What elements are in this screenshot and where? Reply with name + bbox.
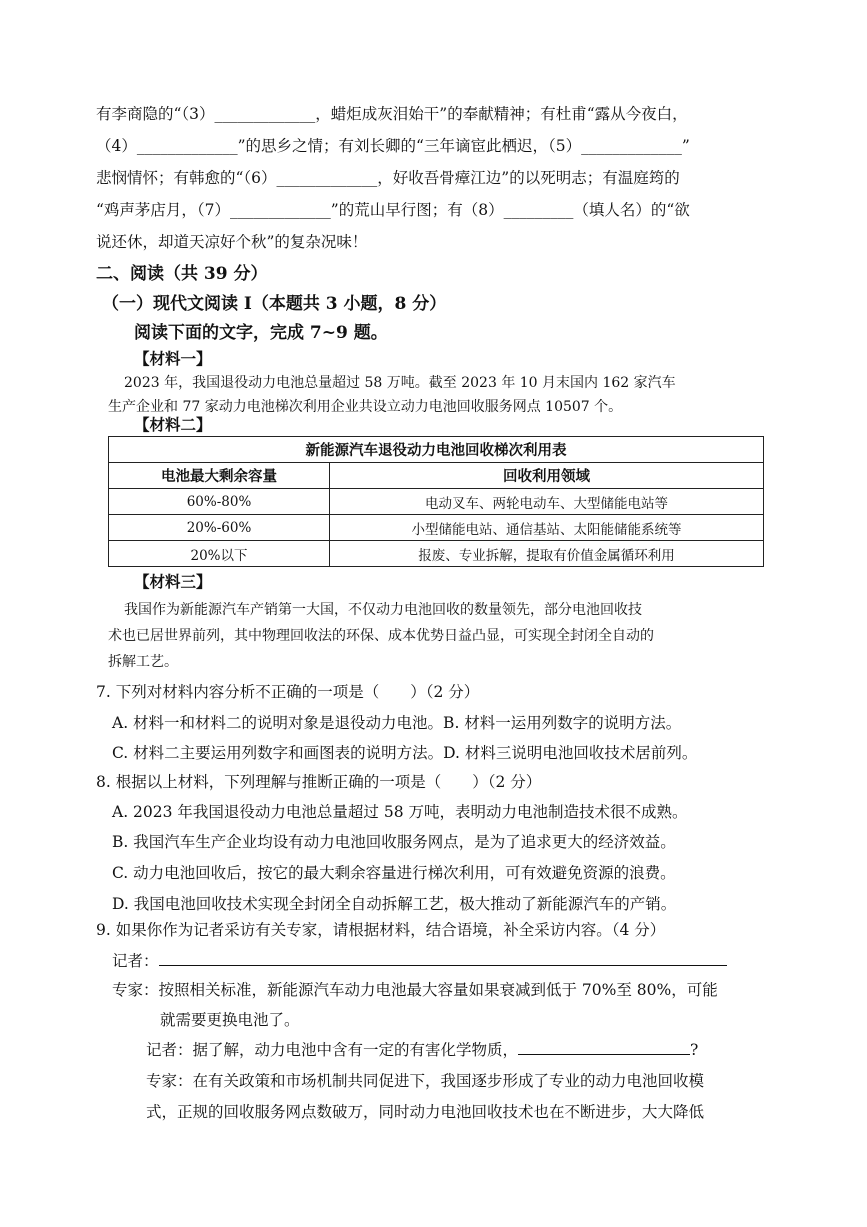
material-3-line-2: 术也已居世界前列，其中物理回收法的环保、成本优势日益凸显，可实现全封闭全自动的 — [108, 628, 654, 644]
reporter-label: 记者： — [112, 952, 159, 970]
table-cell-capacity: 20%-60% — [109, 515, 330, 541]
interview-reporter-1 — [112, 951, 727, 971]
subsection-title: （一）现代文阅读 I（本题共 3 小题，8 分） — [102, 294, 447, 314]
table-cell-usage: 报废、专业拆解，提取有价值金属循环利用 — [330, 541, 764, 567]
question-8-option-a: A. 2023 年我国退役动力电池总量超过 58 万吨，表明动力电池制造技术很不成熟。 — [112, 803, 688, 821]
interview-expert-1-line-2: 就需要更换电池了。 — [160, 1011, 300, 1029]
answer-blank-1[interactable] — [159, 951, 727, 966]
material-3-line-3: 拆解工艺。 — [108, 654, 178, 670]
poem-fill-line-1: 有李商隐的“（3）_____________，蜡炬成灰泪始干”的奉献精神；有杜甫“露从今夜白， — [96, 105, 688, 123]
material-1-line-2: 生产企业和 77 家动力电池梯次利用企业共设立动力电池回收服务网点 10507 个。 — [108, 399, 623, 415]
table-row — [109, 515, 764, 541]
question-8-option-b: B. 我国汽车生产企业均设有动力电池回收服务网点，是为了追求更大的经济效益。 — [112, 833, 676, 851]
question-7-options-ab: A. 材料一和材料二的说明对象是退役动力电池。B. 材料一运用列数字的说明方法。 — [112, 714, 682, 732]
question-7-options-cd: C. 材料二主要运用列数字和画图表的说明方法。D. 材料三说明电池回收技术居前列。 — [112, 744, 698, 762]
question-8-option-c: C. 动力电池回收后，按它的最大剩余容量进行梯次利用，可有效避免资源的浪费。 — [112, 864, 676, 882]
material-2-label: 【材料二】 — [134, 415, 212, 434]
interview-expert-2-line-1: 专家：在有关政策和市场机制共同促进下，我国逐步形成了专业的动力电池回收模 — [146, 1072, 705, 1090]
table-cell-usage: 电动叉车、两轮电动车、大型储能电站等 — [330, 489, 764, 515]
question-8-stem: 8. 根据以上材料，下列理解与推断正确的一项是（ ）（2 分） — [96, 773, 542, 791]
material-3-line-1: 我国作为新能源汽车产销第一大国，不仅动力电池回收的数量领先，部分电池回收技 — [124, 602, 642, 618]
table-header-usage: 回收利用领域 — [330, 463, 764, 489]
table-cell-usage: 小型储能电站、通信基站、太阳能储能系统等 — [330, 515, 764, 541]
interview-reporter-2 — [146, 1040, 698, 1060]
question-7-stem: 7. 下列对材料内容分析不正确的一项是（ ）（2 分） — [96, 683, 480, 701]
poem-fill-line-5: 说还休，却道天凉好个秋”的复杂况味！ — [96, 233, 368, 251]
interview-expert-2-line-2: 式，正规的回收服务网点数破万，同时动力电池回收技术也在不断进步，大大降低 — [146, 1103, 705, 1121]
answer-blank-2[interactable] — [518, 1040, 690, 1055]
interview-expert-1-line-1: 专家：按照相关标准，新能源汽车动力电池最大容量如果衰减到低于 70%至 80%，可能 — [112, 981, 718, 999]
material-1-line-1: 2023 年，我国退役动力电池总量超过 58 万吨。截至 2023 年 10 月末国内 162 家汽车 — [124, 375, 676, 391]
reading-instruction: 阅读下面的文字，完成 7~9 题。 — [134, 323, 388, 343]
question-9-stem: 9. 如果你作为记者采访有关专家，请根据材料，结合语境，补全采访内容。（4 分） — [96, 921, 666, 939]
material-3-label: 【材料三】 — [134, 572, 212, 591]
table-cell-capacity: 20%以下 — [109, 541, 330, 567]
table-title: 新能源汽车退役动力电池回收梯次利用表 — [109, 437, 764, 463]
reporter-question: 记者：据了解，动力电池中含有一定的有害化学物质， — [146, 1041, 519, 1059]
recycling-table — [108, 436, 764, 567]
question-8-option-d: D. 我国电池回收技术实现全封闭全自动拆解工艺，极大推动了新能源汽车的产销。 — [112, 895, 677, 913]
poem-fill-line-3: 悲悯情怀；有韩愈的“（6）_____________，好收吾骨瘴江边”的以死明志；有温庭筠的 — [96, 169, 680, 187]
poem-fill-line-2: （4）_____________”的思乡之情；有刘长卿的“三年谪宦此栖迟，（5）_____________” — [96, 137, 690, 155]
table-cell-capacity: 60%-80% — [109, 489, 330, 515]
material-1-label: 【材料一】 — [134, 349, 212, 368]
question-mark: ? — [690, 1041, 699, 1059]
table-row — [109, 541, 764, 567]
table-row — [109, 489, 764, 515]
table-header-capacity: 电池最大剩余容量 — [109, 463, 330, 489]
section-title: 二、阅读（共 39 分） — [96, 264, 268, 284]
poem-fill-line-4: “鸡声茅店月，（7）_____________”的荒山早行图；有（8）_________（填人名）的“欲 — [96, 201, 690, 219]
